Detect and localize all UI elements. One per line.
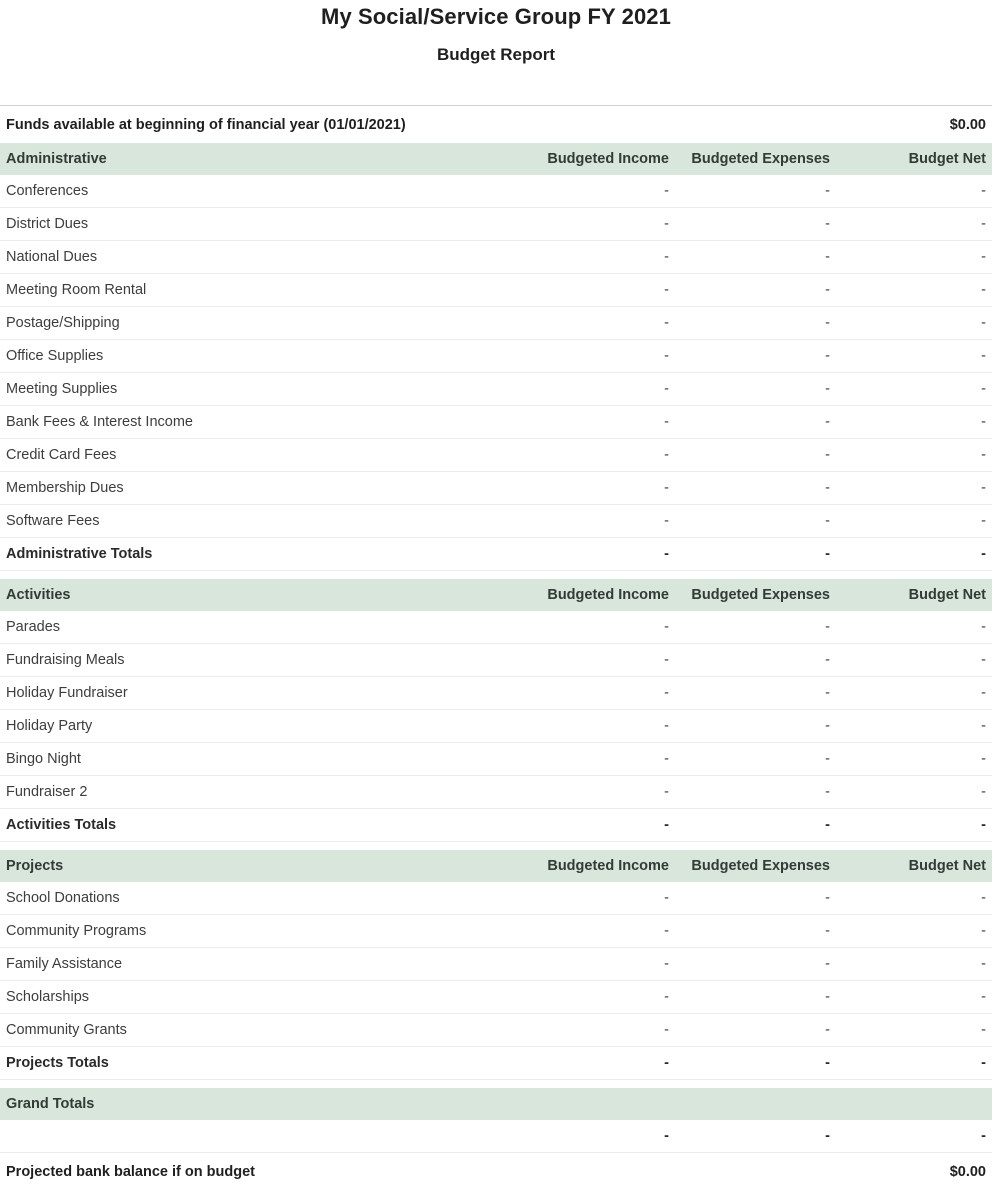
row-budgeted-expenses: - bbox=[825, 249, 830, 265]
row-budget-net: - bbox=[981, 718, 986, 734]
row-budget-net: - bbox=[981, 216, 986, 232]
row-label: Projects Totals bbox=[6, 1055, 109, 1071]
row-budgeted-income: - bbox=[664, 447, 669, 463]
row-budgeted-income: - bbox=[664, 619, 669, 635]
column-header-budgeted-expenses: Budgeted Expenses bbox=[691, 858, 830, 874]
row-label: Bank Fees & Interest Income bbox=[6, 414, 193, 430]
section-rows bbox=[0, 611, 992, 842]
row-budget-net: - bbox=[981, 480, 986, 496]
budget-row bbox=[0, 776, 992, 809]
funds-available-value: $0.00 bbox=[949, 116, 986, 133]
row-label: School Donations bbox=[6, 890, 120, 906]
row-budgeted-expenses: - bbox=[825, 652, 830, 668]
row-budgeted-expenses: - bbox=[825, 784, 830, 800]
row-budgeted-expenses: - bbox=[825, 480, 830, 496]
budget-row bbox=[0, 439, 992, 472]
row-label: Holiday Fundraiser bbox=[6, 685, 128, 701]
column-header-budgeted-income: Budgeted Income bbox=[547, 858, 669, 874]
row-label: Meeting Room Rental bbox=[6, 282, 147, 298]
page-title: My Social/Service Group FY 2021 bbox=[321, 4, 671, 29]
row-budgeted-expenses: - bbox=[825, 956, 830, 972]
row-budgeted-expenses: - bbox=[825, 751, 830, 767]
section-title: Projects bbox=[6, 858, 64, 874]
row-budgeted-expenses: - bbox=[825, 381, 830, 397]
budget-row bbox=[0, 340, 992, 373]
page-subtitle: Budget Report bbox=[436, 45, 556, 64]
row-budget-net: - bbox=[981, 414, 986, 430]
row-label: National Dues bbox=[6, 249, 98, 265]
row-budgeted-expenses: - bbox=[825, 183, 830, 199]
row-label: Fundraiser 2 bbox=[6, 784, 88, 800]
budget-row bbox=[0, 307, 992, 340]
budget-row bbox=[0, 538, 992, 571]
projected-balance-row bbox=[0, 1153, 992, 1191]
row-budget-net: - bbox=[981, 381, 986, 397]
budget-row bbox=[0, 710, 992, 743]
row-label: Activities Totals bbox=[6, 817, 117, 833]
funds-available-label: Funds available at beginning of financial year (01/01/2021) bbox=[6, 116, 406, 133]
budget-row bbox=[0, 948, 992, 981]
row-budget-net: - bbox=[981, 652, 986, 668]
row-budgeted-income: - bbox=[664, 315, 669, 331]
row-label: Community Programs bbox=[6, 923, 147, 939]
grand-totals-row bbox=[0, 1120, 992, 1153]
row-budgeted-expenses: - bbox=[825, 546, 830, 562]
grand-totals-budget-net: - bbox=[981, 1128, 986, 1144]
budget-row bbox=[0, 882, 992, 915]
budget-row bbox=[0, 505, 992, 538]
budget-sections bbox=[0, 143, 992, 1080]
row-budget-net: - bbox=[981, 890, 986, 906]
row-budgeted-expenses: - bbox=[825, 348, 830, 364]
section-activities bbox=[0, 579, 992, 842]
row-budgeted-income: - bbox=[664, 652, 669, 668]
row-budgeted-income: - bbox=[664, 1022, 669, 1038]
row-budget-net: - bbox=[981, 1022, 986, 1038]
row-budget-net: - bbox=[981, 183, 986, 199]
budget-row bbox=[0, 274, 992, 307]
section-title: Activities bbox=[6, 587, 71, 603]
row-budgeted-income: - bbox=[664, 784, 669, 800]
budget-row bbox=[0, 677, 992, 710]
row-budgeted-expenses: - bbox=[825, 989, 830, 1005]
row-label: Parades bbox=[6, 619, 61, 635]
row-budget-net: - bbox=[981, 923, 986, 939]
row-budgeted-expenses: - bbox=[825, 414, 830, 430]
row-budgeted-income: - bbox=[664, 817, 669, 833]
row-budgeted-income: - bbox=[664, 751, 669, 767]
row-label: Postage/Shipping bbox=[6, 315, 120, 331]
row-budgeted-income: - bbox=[664, 685, 669, 701]
row-budgeted-expenses: - bbox=[825, 513, 830, 529]
row-budgeted-expenses: - bbox=[825, 619, 830, 635]
row-budgeted-income: - bbox=[664, 718, 669, 734]
row-budgeted-expenses: - bbox=[825, 1055, 830, 1071]
row-budget-net: - bbox=[981, 447, 986, 463]
row-budget-net: - bbox=[981, 989, 986, 1005]
row-budgeted-income: - bbox=[664, 513, 669, 529]
row-label: Credit Card Fees bbox=[6, 447, 117, 463]
section-projects bbox=[0, 850, 992, 1080]
row-budgeted-income: - bbox=[664, 1055, 669, 1071]
row-label: Family Assistance bbox=[6, 956, 123, 972]
budget-row bbox=[0, 472, 992, 505]
budget-row bbox=[0, 406, 992, 439]
row-label: Holiday Party bbox=[6, 718, 93, 734]
grand-totals-header bbox=[0, 1088, 992, 1120]
row-budgeted-expenses: - bbox=[825, 315, 830, 331]
budget-row bbox=[0, 611, 992, 644]
row-budgeted-income: - bbox=[664, 414, 669, 430]
row-budgeted-income: - bbox=[664, 216, 669, 232]
section-header bbox=[0, 850, 992, 882]
budget-row bbox=[0, 644, 992, 677]
row-budgeted-expenses: - bbox=[825, 216, 830, 232]
section-rows bbox=[0, 175, 992, 571]
row-label: Community Grants bbox=[6, 1022, 127, 1038]
budget-row bbox=[0, 915, 992, 948]
budget-row bbox=[0, 809, 992, 842]
row-budget-net: - bbox=[981, 784, 986, 800]
section-title: Administrative bbox=[6, 151, 107, 167]
row-budget-net: - bbox=[981, 685, 986, 701]
budget-row bbox=[0, 175, 992, 208]
budget-row bbox=[0, 241, 992, 274]
row-budgeted-income: - bbox=[664, 249, 669, 265]
budget-row bbox=[0, 743, 992, 776]
row-label: Administrative Totals bbox=[6, 546, 153, 562]
column-header-budgeted-expenses: Budgeted Expenses bbox=[691, 151, 830, 167]
row-budgeted-expenses: - bbox=[825, 923, 830, 939]
row-budgeted-income: - bbox=[664, 183, 669, 199]
row-budget-net: - bbox=[981, 751, 986, 767]
row-label: Office Supplies bbox=[6, 348, 104, 364]
column-header-budget-net: Budget Net bbox=[908, 858, 986, 874]
row-budgeted-expenses: - bbox=[825, 890, 830, 906]
row-budget-net: - bbox=[981, 348, 986, 364]
row-label: Meeting Supplies bbox=[6, 381, 118, 397]
row-budget-net: - bbox=[981, 249, 986, 265]
row-budget-net: - bbox=[981, 817, 986, 833]
row-label: Software Fees bbox=[6, 513, 100, 529]
row-budget-net: - bbox=[981, 619, 986, 635]
row-budget-net: - bbox=[981, 315, 986, 331]
row-budgeted-income: - bbox=[664, 546, 669, 562]
projected-balance-value: $0.00 bbox=[949, 1164, 986, 1180]
row-label: Scholarships bbox=[6, 989, 90, 1005]
grand-totals-budgeted-income: - bbox=[664, 1128, 669, 1144]
row-budgeted-income: - bbox=[664, 956, 669, 972]
section-administrative bbox=[0, 143, 992, 571]
row-budget-net: - bbox=[981, 513, 986, 529]
grand-totals-title: Grand Totals bbox=[6, 1096, 95, 1112]
row-label: Bingo Night bbox=[6, 751, 81, 767]
row-label: District Dues bbox=[6, 216, 89, 232]
row-budgeted-income: - bbox=[664, 282, 669, 298]
column-header-budgeted-expenses: Budgeted Expenses bbox=[691, 587, 830, 603]
grand-totals-section bbox=[0, 1088, 992, 1153]
row-budgeted-expenses: - bbox=[825, 817, 830, 833]
row-label: Conferences bbox=[6, 183, 89, 199]
section-header bbox=[0, 143, 992, 175]
funds-available-row bbox=[0, 106, 992, 143]
budget-row bbox=[0, 208, 992, 241]
column-header-budget-net: Budget Net bbox=[908, 151, 986, 167]
row-budget-net: - bbox=[981, 282, 986, 298]
row-budgeted-expenses: - bbox=[825, 685, 830, 701]
budget-row bbox=[0, 1014, 992, 1047]
column-header-budgeted-income: Budgeted Income bbox=[547, 151, 669, 167]
row-budget-net: - bbox=[981, 546, 986, 562]
row-budgeted-income: - bbox=[664, 989, 669, 1005]
row-budgeted-expenses: - bbox=[825, 282, 830, 298]
budget-report-table bbox=[0, 105, 992, 1191]
budget-row bbox=[0, 373, 992, 406]
row-budgeted-income: - bbox=[664, 480, 669, 496]
row-budgeted-income: - bbox=[664, 381, 669, 397]
column-header-budgeted-income: Budgeted Income bbox=[547, 587, 669, 603]
column-header-budget-net: Budget Net bbox=[908, 587, 986, 603]
row-budgeted-income: - bbox=[664, 348, 669, 364]
row-budgeted-expenses: - bbox=[825, 1022, 830, 1038]
budget-row bbox=[0, 981, 992, 1014]
row-label: Fundraising Meals bbox=[6, 652, 125, 668]
row-budgeted-expenses: - bbox=[825, 718, 830, 734]
row-budget-net: - bbox=[981, 1055, 986, 1071]
row-budgeted-income: - bbox=[664, 923, 669, 939]
row-budgeted-expenses: - bbox=[825, 447, 830, 463]
budget-row bbox=[0, 1047, 992, 1080]
row-budgeted-income: - bbox=[664, 890, 669, 906]
row-label: Membership Dues bbox=[6, 480, 124, 496]
row-budget-net: - bbox=[981, 956, 986, 972]
projected-balance-label: Projected bank balance if on budget bbox=[6, 1164, 255, 1180]
section-rows bbox=[0, 882, 992, 1080]
section-header bbox=[0, 579, 992, 611]
grand-totals-budgeted-expenses: - bbox=[825, 1128, 830, 1144]
